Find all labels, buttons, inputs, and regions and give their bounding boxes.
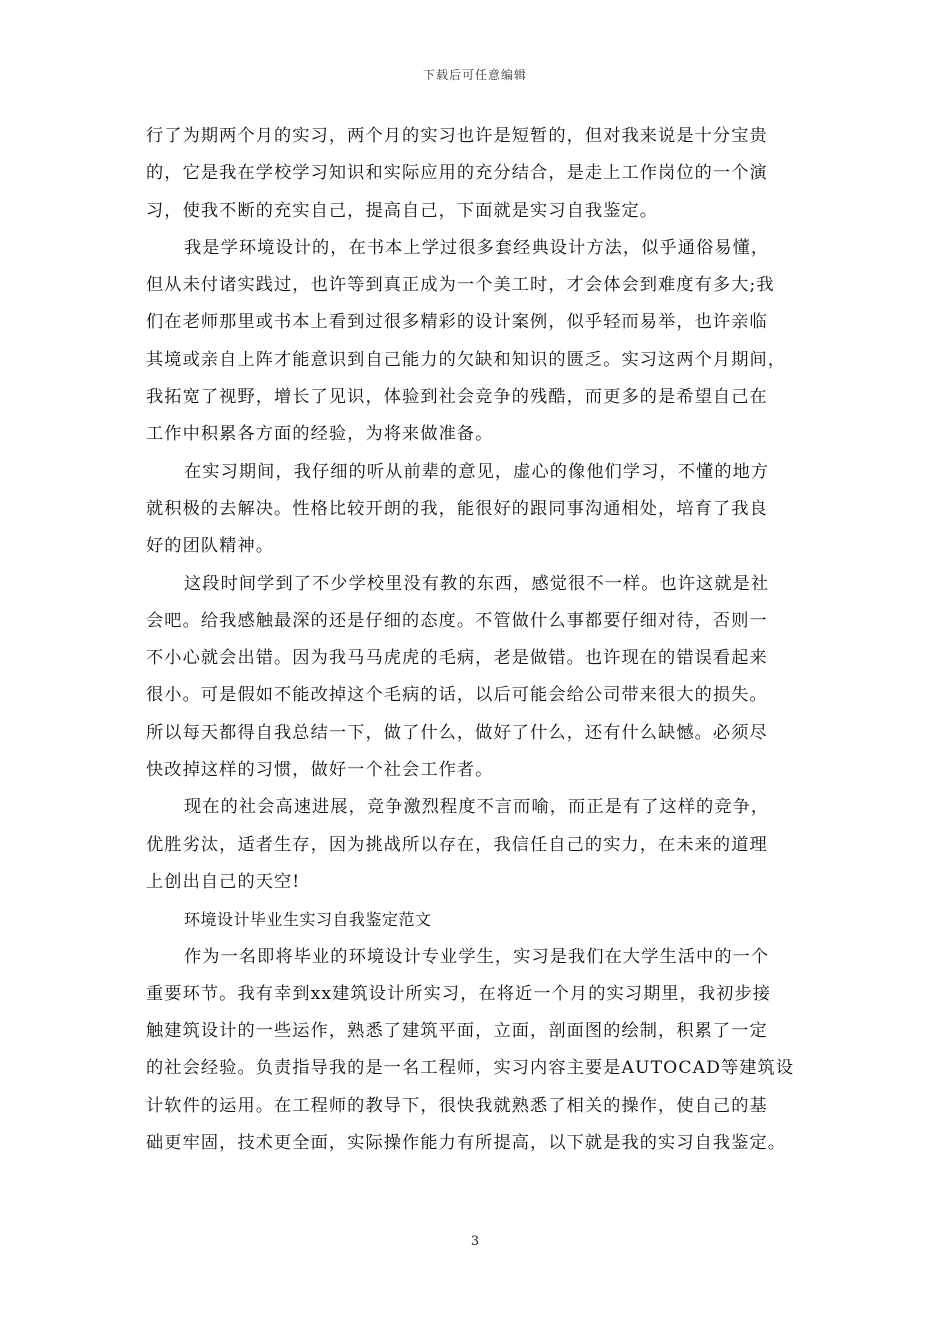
page-number: 3 [470,1234,480,1249]
text-line: 上创出自己的天空! [146,871,301,892]
text-line: 好的团队精神。 [146,536,275,557]
text-line: 的社会经验。负责指导我的是一名工程师，实习内容主要是AUTOCAD等建筑设 [146,1058,795,1079]
text-line: 快改掉这样的习惯，做好一个社会工作者。 [146,760,494,781]
text-line: 就积极的去解决。性格比较开朗的我，能很好的跟同事沟通相处，培育了我良 [146,498,768,519]
text-line: 优胜劣汰，适者生存，因为挑战所以存在，我信任自己的实力，在未来的道理 [146,834,768,855]
paragraph-start-line: 作为一名即将毕业的环境设计专业学生，实习是我们在大学生活中的一个 [184,946,770,967]
paragraph-start-line: 这段时间学到了不少学校里没有教的东西，感觉很不一样。也许这就是社 [184,573,770,594]
text-line: 但从未付诸实践过，也许等到真正成为一个美工时，才会体会到难度有多大;我 [146,275,775,296]
text-line: 习，使我不断的充实自己，提高自己，下面就是实习自我鉴定。 [146,200,659,221]
paragraph-start-line: 在实习期间，我仔细的听从前辈的意见，虚心的像他们学习，不懂的地方 [184,461,770,482]
text-line: 不小心就会出错。因为我马马虎虎的毛病，老是做错。也许现在的错误看起来 [146,648,768,669]
text-line: 触建筑设计的一些运作，熟悉了建筑平面，立面，剖面图的绘制，积累了一定 [146,1021,768,1042]
text-line: 所以每天都得自我总结一下，做了什么，做好了什么，还有什么缺憾。必须尽 [146,722,768,743]
text-line: 计软件的运用。在工程师的教导下，很快我就熟悉了相关的操作，使自己的基 [146,1095,768,1116]
page-header: 下载后可任意编辑 [422,68,527,82]
text-line: 的，它是我在学校学习知识和实际应用的充分结合，是走上工作岗位的一个演 [146,163,768,184]
text-line: 其境或亲自上阵才能意识到自己能力的欠缺和知识的匮乏。实习这两个月期间， [146,349,787,370]
text-line: 们在老师那里或书本上看到过很多精彩的设计案例，似乎轻而易举，也许亲临 [146,312,768,333]
text-line: 行了为期两个月的实习，两个月的实习也许是短暂的，但对我来说是十分宝贵 [146,126,768,146]
paragraph-start-line: 现在的社会高速进展，竞争激烈程度不言而喻，而正是有了这样的竞争， [184,797,770,818]
text-line: 工作中积累各方面的经验，为将来做准备。 [146,424,494,445]
text-line: 重要环节。我有幸到xx建筑设计所实习，在将近一个月的实习期里，我初步接 [146,983,772,1004]
text-line: 会吧。给我感触最深的还是仔细的态度。不管做什么事都要仔细对待，否则一 [146,610,768,631]
text-line: 很小。可是假如不能改掉这个毛病的话，以后可能会给公司带来很大的损失。 [146,685,768,706]
paragraph-start-line: 我是学环境设计的，在书本上学过很多套经典设计方法，似乎通俗易懂， [184,237,770,258]
text-line: 础更牢固，技术更全面，实际操作能力有所提高，以下就是我的实习自我鉴定。 [146,1133,787,1154]
document-body [146,118,810,1162]
text-line: 我拓宽了视野，增长了见识，体验到社会竞争的残酷，而更多的是希望自己在 [146,387,768,408]
section-heading: 环境设计毕业生实习自我鉴定范文 [184,910,432,930]
